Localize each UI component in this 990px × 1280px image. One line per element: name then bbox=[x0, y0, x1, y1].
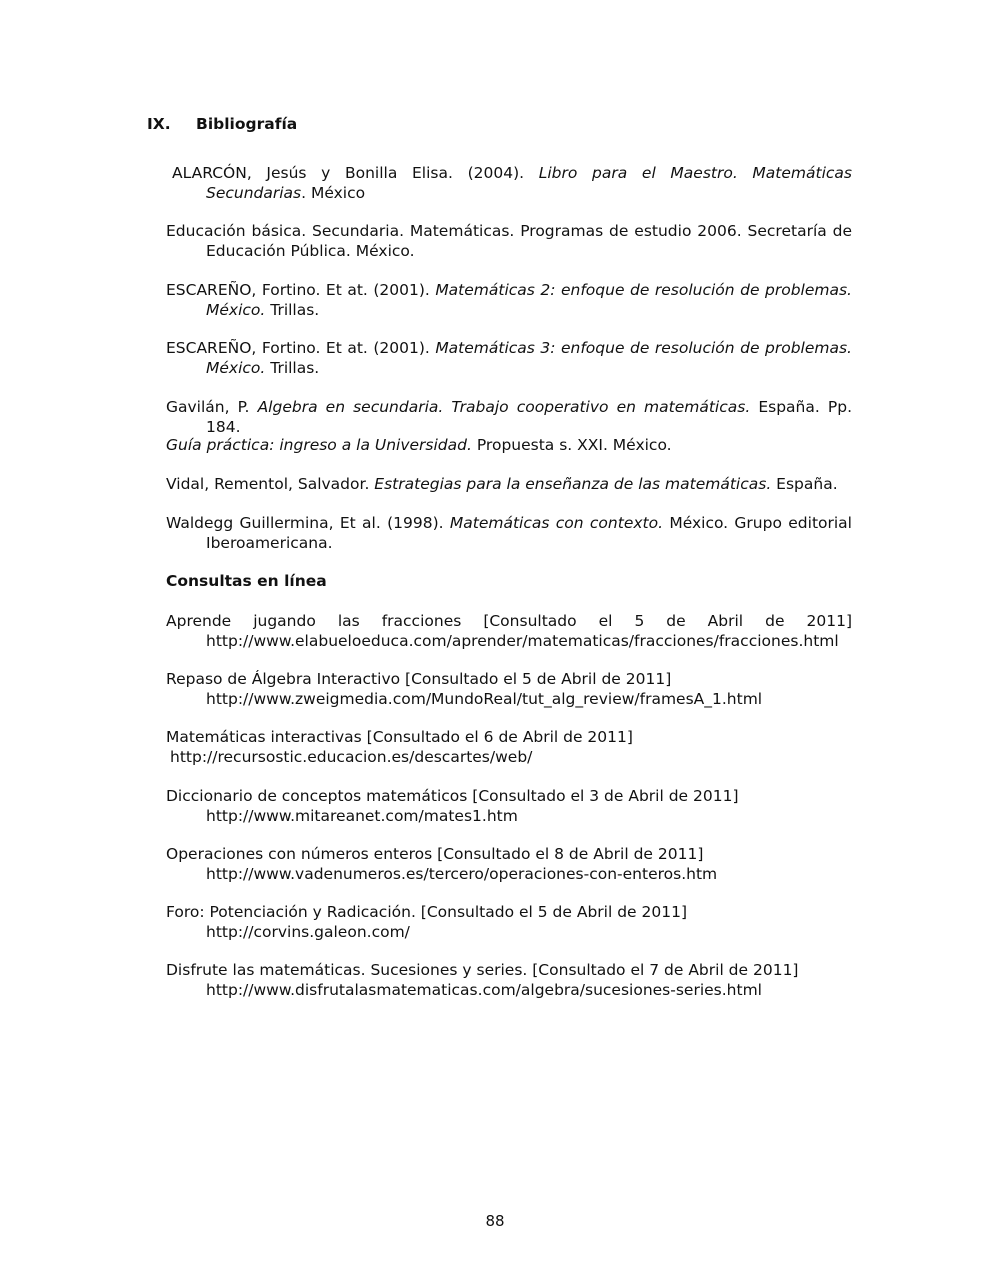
section-heading bbox=[147, 115, 297, 133]
online-entry-label: Disfrute las matemáticas. Sucesiones y series. [Consultado el 7 de Abril de 2011] bbox=[166, 961, 799, 979]
bib-entry-1: ALARCÓN, Jesús y Bonilla Elisa. (2004). Libro para el Maestro. Matemáticas Secundarias. México bbox=[172, 164, 852, 202]
bib-entry-2: Educación básica. Secundaria. Matemáticas. Programas de estudio 2006. Secretaría de Educación Pública. México. bbox=[166, 222, 852, 260]
section-title: Bibliografía bbox=[196, 115, 298, 133]
online-entry-4 bbox=[166, 787, 852, 826]
section-number: IX. bbox=[147, 115, 171, 133]
bib-entry-8: Waldegg Guillermina, Et al. (1998). Matemáticas con contexto. México. Grupo editorial Iberoamericana. bbox=[166, 514, 852, 552]
online-entry-url: http://www.vadenumeros.es/tercero/operaciones-con-enteros.htm bbox=[206, 864, 718, 883]
online-entry-url: http://corvins.galeon.com/ bbox=[206, 922, 410, 941]
online-entry-1 bbox=[166, 612, 852, 651]
online-heading: Consultas en línea bbox=[166, 572, 327, 590]
online-entry-label: Aprende jugando las fracciones [Consultado el 5 de Abril de 2011] bbox=[166, 612, 852, 630]
online-entry-label: Operaciones con números enteros [Consultado el 8 de Abril de 2011] bbox=[166, 845, 704, 863]
bib-entry-7: Vidal, Rementol, Salvador. Estrategias para la enseñanza de las matemáticas. España. bbox=[166, 475, 838, 493]
bib-entry-4: ESCAREÑO, Fortino. Et at. (2001). Matemáticas 3: enfoque de resolución de problemas. México. Trillas. bbox=[166, 339, 852, 377]
online-entry-7 bbox=[166, 961, 852, 1000]
online-entry-5 bbox=[166, 845, 852, 884]
online-entry-url: http://recursostic.educacion.es/descartes/web/ bbox=[170, 747, 533, 766]
online-entry-3 bbox=[166, 728, 852, 767]
online-entry-url: http://www.zweigmedia.com/MundoReal/tut_alg_review/framesA_1.html bbox=[206, 689, 763, 708]
page-number: 88 bbox=[485, 1212, 505, 1230]
online-entry-label: Foro: Potenciación y Radicación. [Consultado el 5 de Abril de 2011] bbox=[166, 903, 688, 921]
online-entry-label: Diccionario de conceptos matemáticos [Consultado el 3 de Abril de 2011] bbox=[166, 787, 739, 805]
online-entry-6 bbox=[166, 903, 852, 942]
online-entry-url: http://www.mitareanet.com/mates1.htm bbox=[206, 806, 518, 825]
bib-entry-6: Guía práctica: ingreso a la Universidad. Propuesta s. XXI. México. bbox=[166, 436, 672, 454]
online-entry-2 bbox=[166, 670, 852, 709]
online-entry-label: Repaso de Álgebra Interactivo [Consultado el 5 de Abril de 2011] bbox=[166, 670, 672, 688]
online-entry-label: Matemáticas interactivas [Consultado el 6 de Abril de 2011] bbox=[166, 728, 633, 746]
bib-entry-5: Gavilán, P. Algebra en secundaria. Trabajo cooperativo en matemáticas. España. Pp. 184. bbox=[166, 398, 852, 436]
bib-entry-3: ESCAREÑO, Fortino. Et at. (2001). Matemáticas 2: enfoque de resolución de problemas. México. Trillas. bbox=[166, 281, 852, 319]
online-entry-url: http://www.disfrutalasmatematicas.com/algebra/sucesiones-series.html bbox=[206, 980, 762, 999]
online-entry-url: http://www.elabueloeduca.com/aprender/matematicas/fracciones/fracciones.html bbox=[206, 631, 839, 650]
